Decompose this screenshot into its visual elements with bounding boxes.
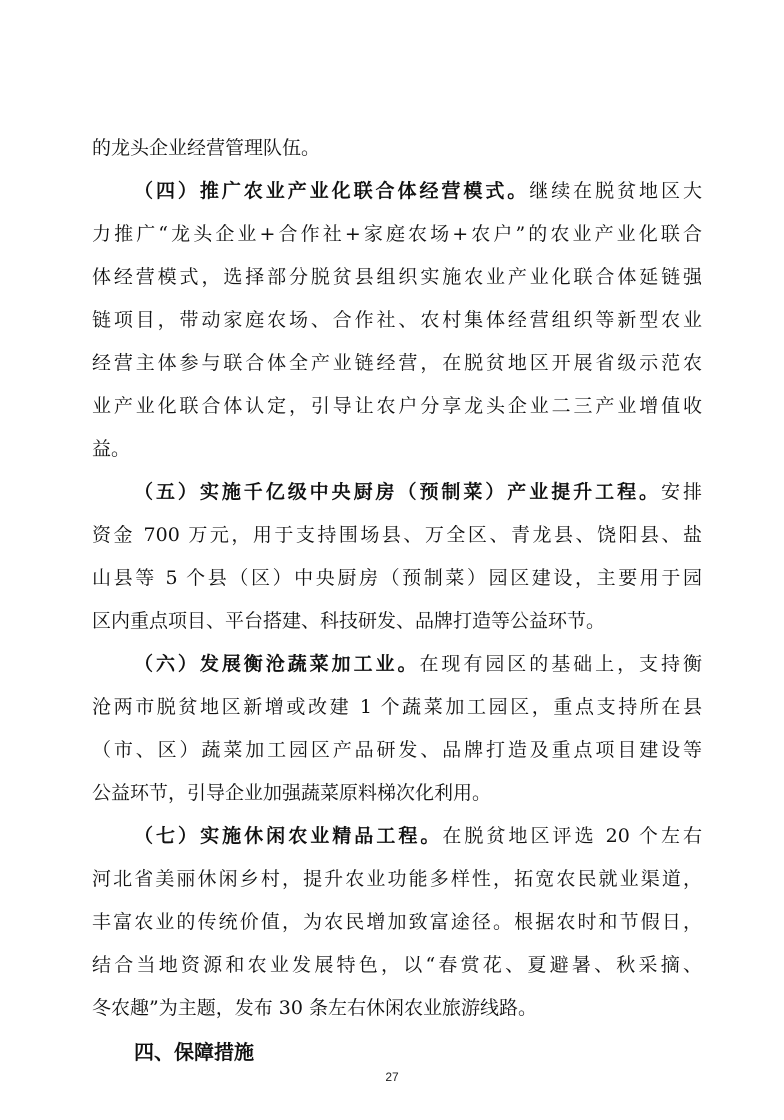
paragraph-first-line — [134, 820, 702, 852]
paragraph-first-line — [134, 476, 702, 508]
text-line: 山县等 5 个县（区）中央厨房（预制菜）园区建设，主要用于园 — [92, 567, 702, 589]
text-line: 体经营模式，选择部分脱贫县组织实施农业产业化联合体延链强 — [92, 266, 702, 288]
subsection-heading: （七）实施休闲农业精品工程。 — [134, 825, 443, 847]
text-line: 沧两市脱贫地区新增或改建 1 个蔬菜加工园区，重点支持所在县 — [92, 696, 702, 718]
text-line: 经营主体参与联合体全产业链经营，在脱贫地区开展省级示范农 — [92, 352, 702, 374]
subsection-heading: （五）实施千亿级中央厨房（预制菜）产业提升工程。 — [134, 481, 662, 503]
text-line: （市、区）蔬菜加工园区产品研发、品牌打造及重点项目建设等 — [92, 739, 702, 761]
text-line: 的龙头企业经营管理队伍。 — [92, 137, 321, 159]
text-line: 力推广“龙头企业+合作社+家庭农场+农户”的农业产业化联合 — [92, 223, 702, 245]
section-heading: 四、保障措施 — [134, 1040, 254, 1064]
text-span: 继续在脱贫地区大 — [529, 180, 702, 202]
page-number: 27 — [385, 1070, 399, 1084]
text-span: 安排 — [661, 481, 702, 503]
text-line: 丰富农业的传统价值，为农民增加致富途径。根据农时和节假日， — [92, 911, 702, 933]
text-line: 资金 700 万元，用于支持围场县、万全区、青龙县、饶阳县、盐 — [92, 524, 702, 546]
text-span: 在现有园区的基础上，支持衡 — [419, 653, 702, 675]
text-line: 链项目，带动家庭农场、合作社、农村集体经营组织等新型农业 — [92, 309, 702, 331]
text-line: 业产业化联合体认定，引导让农户分享龙头企业二三产业增值收 — [92, 395, 702, 417]
subsection-heading: （六）发展衡沧蔬菜加工业。 — [134, 653, 420, 675]
text-line: 冬农趣”为主题，发布 30 条左右休闲农业旅游线路。 — [92, 997, 537, 1019]
paragraph-first-line — [134, 175, 702, 207]
text-line: 结合当地资源和农业发展特色，以“春赏花、夏避暑、秋采摘、 — [92, 954, 702, 976]
text-span: 在脱贫地区评选 20 个左右 — [442, 825, 702, 847]
text-line: 河北省美丽休闲乡村，提升农业功能多样性，拓宽农民就业渠道， — [92, 868, 702, 890]
text-line: 公益环节，引导企业加强蔬菜原料梯次化利用。 — [92, 782, 492, 804]
text-line: 区内重点项目、平台搭建、科技研发、品牌打造等公益环节。 — [92, 610, 606, 632]
subsection-heading: （四）推广农业产业化联合体经营模式。 — [134, 180, 530, 202]
paragraph-first-line — [134, 648, 702, 680]
text-line: 益。 — [92, 438, 131, 460]
